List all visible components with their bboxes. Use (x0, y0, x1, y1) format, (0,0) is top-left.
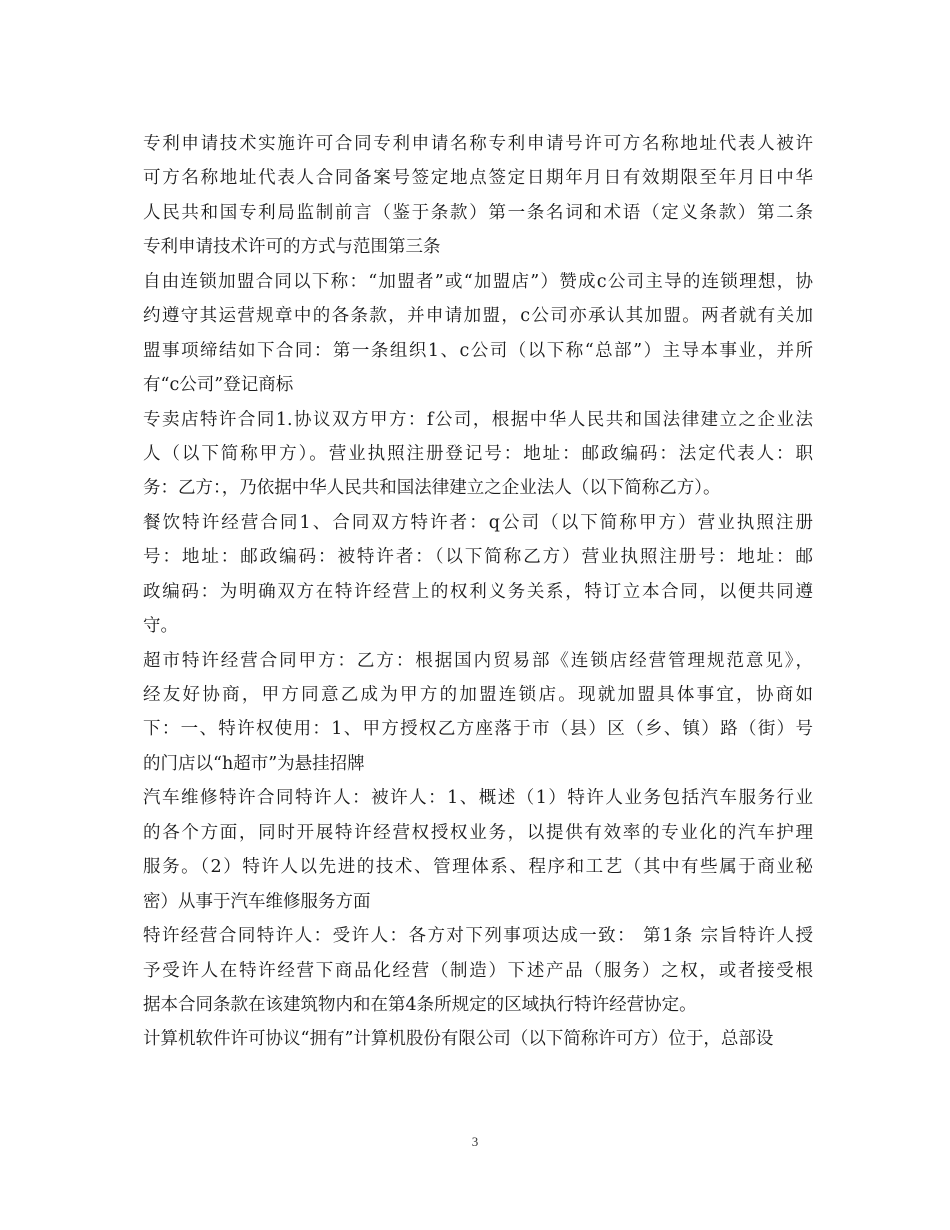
paragraph (143, 919, 813, 1022)
page-number: 3 (471, 1134, 479, 1149)
text-line: 约遵守其运营规章中的各条款，并申请加盟，c公司亦承认其加盟。两者就有关加 (143, 306, 813, 327)
text-line: 计算机软件许可协议“拥有”计算机股份有限公司（以下简称许可方）位于，总部设 (143, 1029, 774, 1050)
paragraph (143, 644, 813, 782)
text-line: 盟事项缔结如下合同：第一条组织1、c公司（以下称“总部”）主导本事业，并所 (143, 340, 813, 361)
text-line: 据本合同条款在该建筑物内和在第4条所规定的区域执行特许经营协定。 (143, 994, 697, 1015)
text-line: 号：地址：邮政编码：被特许者：（以下简称乙方）营业执照注册号：地址：邮 (143, 547, 813, 568)
text-line: 人（以下简称甲方）。营业执照注册登记号：地址：邮政编码：法定代表人：职 (143, 443, 813, 464)
paragraph (143, 1022, 813, 1056)
text-line: 政编码：为明确双方在特许经营上的权利义务关系，特订立本合同，以便共同遵 (143, 581, 813, 602)
text-line: 自由连锁加盟合同以下称：“加盟者”或“加盟店”）赞成c公司主导的连锁理想，协 (143, 271, 813, 292)
text-line: 可方名称地址代表人合同备案号签定地点签定日期年月日有效期限至年月日中华 (143, 168, 813, 189)
paragraph (143, 781, 813, 919)
text-line: 予受许人在特许经营下商品化经营（制造）下述产品（服务）之权，或者接受根 (143, 960, 813, 981)
text-line: 经友好协商，甲方同意乙成为甲方的加盟连锁店。现就加盟具体事宜，协商如 (143, 685, 813, 705)
text-line: 汽车维修特许合同特许人：被许人：1、概述（1）特许人业务包括汽车服务行业 (143, 788, 813, 809)
text-line: 餐饮特许经营合同1、合同双方特许者：q公司（以下简称甲方）营业执照注册 (143, 512, 813, 533)
text-line: 守。 (143, 616, 178, 637)
text-line: 超市特许经营合同甲方：乙方：根据国内贸易部《连锁店经营管理规范意见》， (143, 650, 813, 671)
paragraph (143, 127, 813, 265)
text-line: 的各个方面，同时开展特许经营权授权业务，以提供有效率的专业化的汽车护理 (143, 822, 813, 843)
paragraph (143, 506, 813, 644)
paragraph (143, 403, 813, 506)
text-line: 务：乙方：，乃依据中华人民共和国法律建立之企业法人（以下简称乙方）。 (143, 478, 721, 499)
text-line: 有“c公司”登记商标 (143, 375, 294, 396)
paragraph (143, 265, 813, 403)
text-line: 服务。（2）特许人以先进的技术、管理体系、程序和工艺（其中有些属于商业秘 (143, 857, 813, 878)
text-line: 密）从事于汽车维修服务方面 (143, 891, 371, 912)
text-line: 专卖店特许合同1.协议双方甲方：f公司，根据中华人民共和国法律建立之企业法 (143, 409, 813, 430)
text-line: 的门店以“h超市”为悬挂招牌 (143, 753, 365, 774)
text-line: 专利申请技术许可的方式与范围第三条 (143, 237, 441, 258)
text-line: 人民共和国专利局监制前言（鉴于条款）第一条名词和术语（定义条款）第二条 (143, 202, 813, 223)
text-line: 特许经营合同特许人：受许人：各方对下列事项达成一致： 第1条 宗旨特许人授 (143, 926, 813, 947)
document-body (143, 127, 813, 1057)
text-line: 下：一、特许权使用：1、甲方授权乙方座落于市（县）区（乡、镇）路（街）号 (143, 719, 813, 740)
text-line: 专利申请技术实施许可合同专利申请名称专利申请号许可方名称地址代表人被许 (143, 134, 813, 154)
